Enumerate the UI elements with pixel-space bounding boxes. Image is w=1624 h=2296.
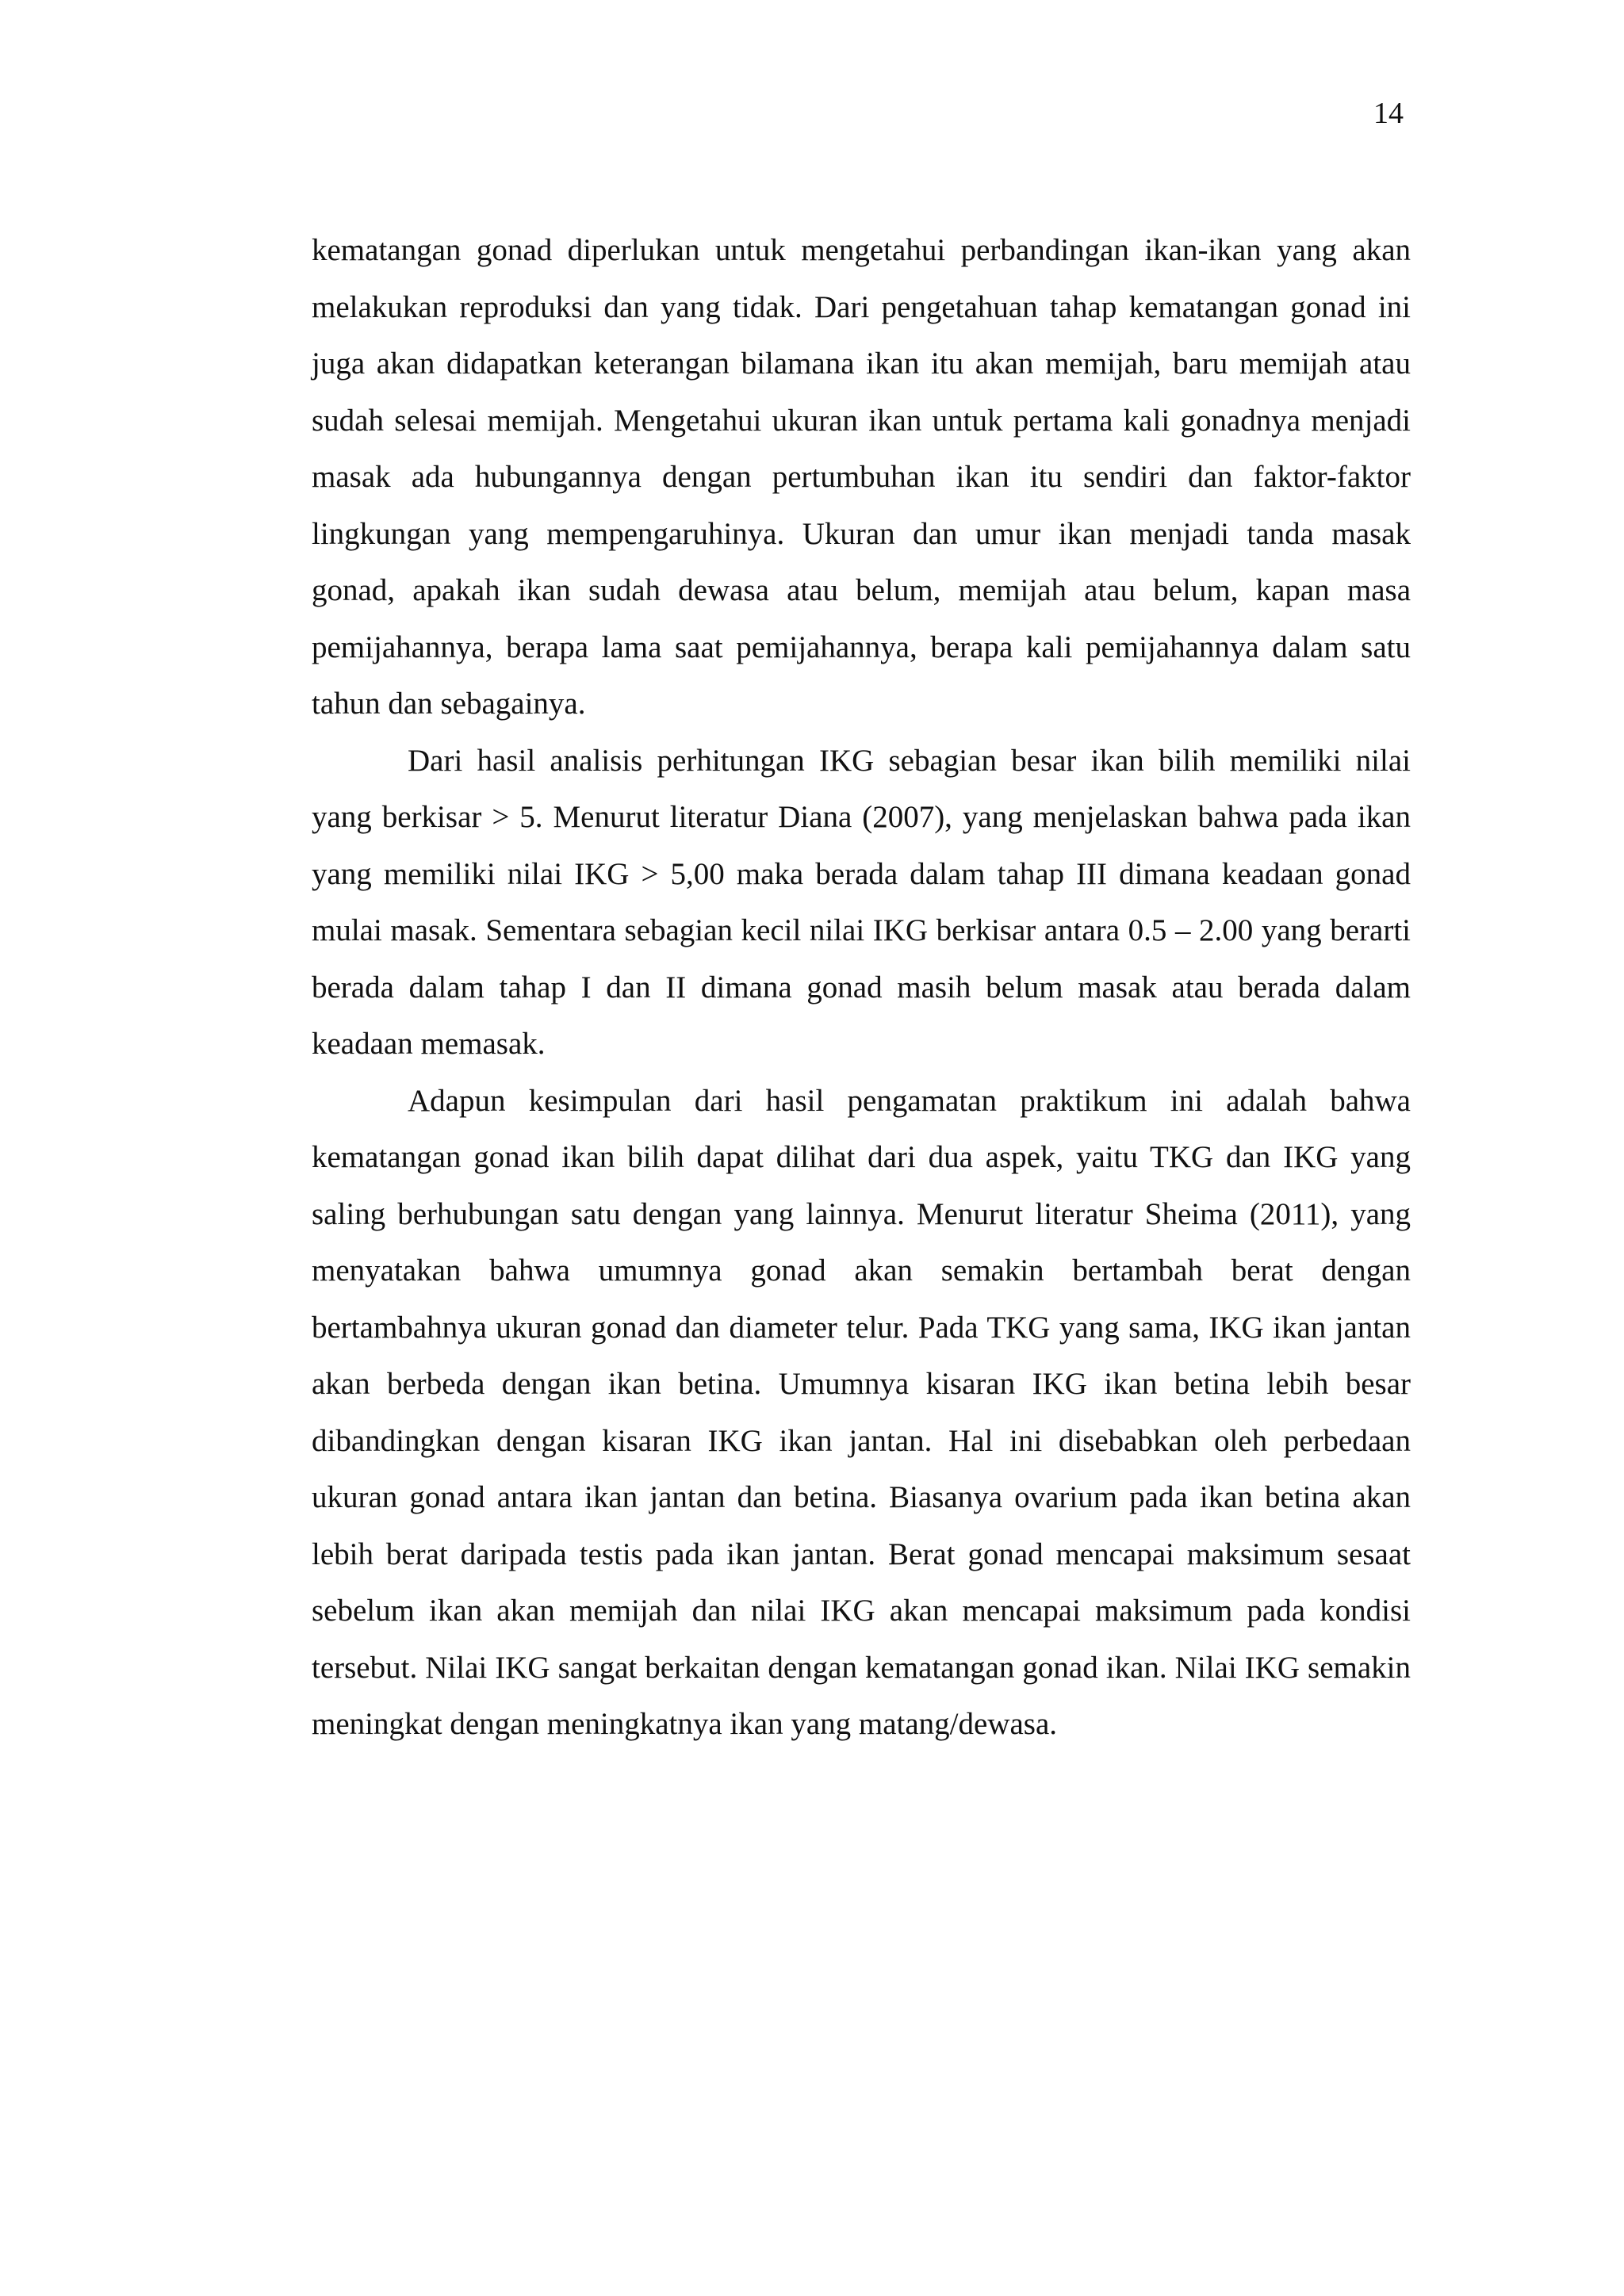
page-number: 14	[1373, 97, 1404, 130]
paragraph-continuation: kematangan gonad diperlukan untuk mengetahui perbandingan ikan-ikan yang akan melakukan reproduksi dan yang tidak. Dari pengetahuan tahap kematangan gonad ini juga akan didapatkan keterangan bilamana ikan itu akan memijah, baru memijah atau sudah selesai memijah. Mengetahui ukuran ikan untuk pertama kali gonadnya menjadi masak ada hubungannya dengan pertumbuhan ikan itu sendiri dan faktor-faktor lingkungan yang mempengaruhinya. Ukuran dan umur ikan menjadi tanda masak gonad, apakah ikan sudah dewasa atau belum, memijah atau belum, kapan masa pemijahannya, berapa lama saat pemijahannya, berapa kali pemijahannya dalam satu tahun dan sebagainya.	[312, 233, 1411, 721]
body-text	[312, 222, 1411, 1753]
paragraph-ikg-analysis: Dari hasil analisis perhitungan IKG sebagian besar ikan bilih memiliki nilai yang berkisar > 5. Menurut literatur Diana (2007), yang menjelaskan bahwa pada ikan yang memiliki nilai IKG > 5,00 maka berada dalam tahap III dimana keadaan gonad mulai masak. Sementara sebagian kecil nilai IKG berkisar antara 0.5 – 2.00 yang berarti berada dalam tahap I dan II dimana gonad masih belum masak atau berada dalam keadaan memasak.	[312, 743, 1411, 1061]
paragraph-conclusion: Adapun kesimpulan dari hasil pengamatan praktikum ini adalah bahwa kematangan gonad ikan bilih dapat dilihat dari dua aspek, yaitu TKG dan IKG yang saling berhubungan satu dengan yang lainnya. Menurut literatur Sheima (2011), yang menyatakan bahwa umumnya gonad akan semakin bertambah berat dengan bertambahnya ukuran gonad dan diameter telur. Pada TKG yang sama, IKG ikan jantan akan berbeda dengan ikan betina. Umumnya kisaran IKG ikan betina lebih besar dibandingkan dengan kisaran IKG ikan jantan. Hal ini disebabkan oleh perbedaan ukuran gonad antara ikan jantan dan betina. Biasanya ovarium pada ikan betina akan lebih berat daripada testis pada ikan jantan. Berat gonad mencapai maksimum sesaat sebelum ikan akan memijah dan nilai IKG akan mencapai maksimum pada kondisi tersebut. Nilai IKG sangat berkaitan dengan kematangan gonad ikan. Nilai IKG semakin meningkat dengan meningkatnya ikan yang matang/dewasa.	[312, 1083, 1411, 1741]
